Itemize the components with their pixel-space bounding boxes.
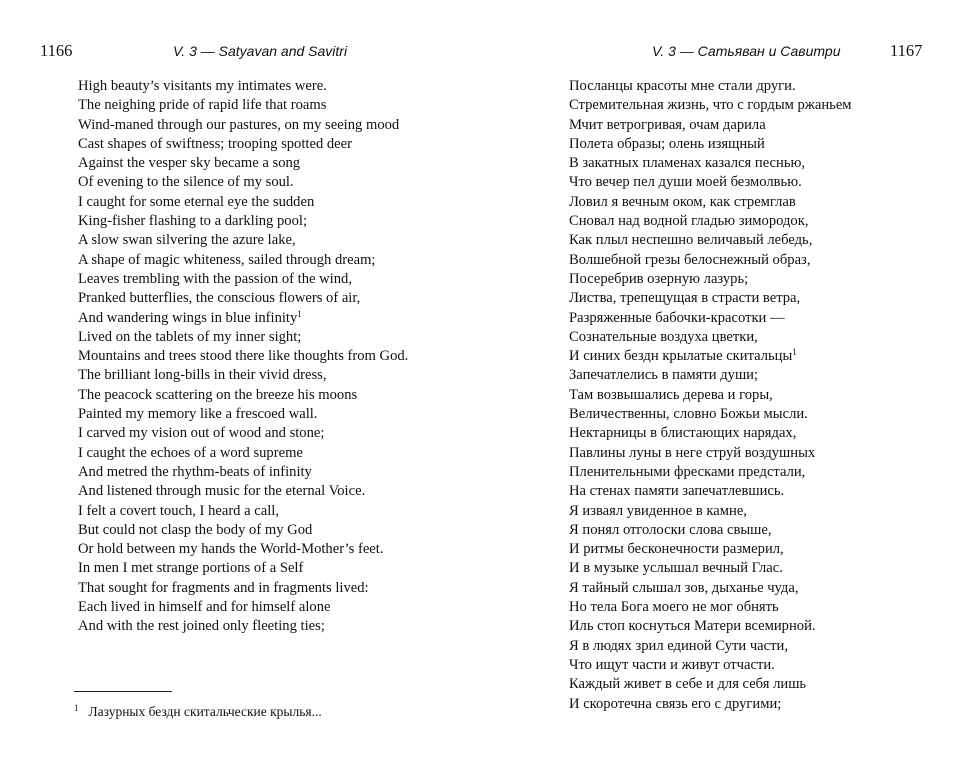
right-poem-line: Каждый живет в себе и для себя лишь: [569, 676, 807, 693]
footnote-text: Лазурных бездн скитальческие крылья...: [88, 704, 322, 719]
right-poem-line: Величественны, словно Божьи мысли.: [569, 406, 808, 423]
left-poem-line: Leaves trembling with the passion of the wind,: [78, 270, 352, 287]
right-poem-line: Что вечер пел души моей безмолвью.: [569, 174, 802, 191]
right-poem-line: Сознательные воздуха цветки,: [569, 328, 758, 345]
left-poem-line: In men I met strange portions of a Self: [78, 560, 304, 577]
footnote-reference: 1: [792, 347, 797, 358]
left-poem-line: And with the rest joined only fleeting ties;: [78, 618, 325, 635]
left-poem-line: A shape of magic whiteness, sailed through dream;: [78, 251, 376, 268]
right-poem-line: Мчит ветрогривая, очам дарила: [569, 116, 766, 133]
right-poem-line: Листва, трепещущая в страсти ветра,: [569, 290, 801, 307]
left-poem-line: I caught for some eternal eye the sudden: [78, 193, 315, 210]
right-poem-line: Посеребрив озерную лазурь;: [569, 270, 749, 287]
right-poem-line: Там возвышались дерева и горы,: [569, 386, 773, 403]
left-poem-line: Or hold between my hands the World-Mother’s feet.: [78, 541, 384, 558]
left-poem-line: I caught the echoes of a word supreme: [78, 444, 303, 461]
left-poem-line: King-fisher flashing to a darkling pool;: [78, 213, 307, 230]
left-page-number: 1166: [40, 41, 73, 60]
right-poem-line: Посланцы красоты мне стали други.: [569, 78, 796, 94]
right-poem-line: В закатных пламенах казался песнью,: [569, 155, 806, 172]
left-poem-line: But could not clasp the body of my God: [78, 521, 313, 538]
right-poem-line: Как плыл неспешно величавый лебедь,: [569, 232, 813, 249]
right-poem-line: Но тела Бога моего не мог обнять: [569, 599, 779, 616]
left-poem-line: Mountains and trees stood there like thoughts from God.: [78, 348, 409, 365]
left-poem-line: The neighing pride of rapid life that roams: [78, 97, 327, 114]
left-poem-line: High beauty’s visitants my intimates were.: [78, 78, 327, 94]
left-poem-line: A slow swan silvering the azure lake,: [78, 232, 296, 249]
footnote: [74, 703, 322, 720]
right-poem-line: Я в людях зрил единой Сути части,: [569, 637, 788, 654]
left-poem-line: And listened through music for the eternal Voice.: [78, 483, 366, 500]
left-poem-line: That sought for fragments and in fragments lived:: [78, 579, 369, 596]
left-poem-line: Against the vesper sky became a song: [78, 155, 301, 172]
right-page-number: 1167: [890, 41, 923, 60]
footnote-divider: [74, 691, 172, 692]
right-poem-line: Ловил я вечным оком, как стремглав: [569, 193, 796, 210]
right-poem-line: И синих бездн крылатые скитальцы$^1$: [569, 347, 797, 365]
right-poem-line: Волшебной грезы белоснежный образ,: [569, 251, 811, 268]
left-poem-line: I carved my vision out of wood and stone;: [78, 425, 325, 442]
left-poem-line: Of evening to the silence of my soul.: [78, 174, 294, 191]
left-running-title: V. 3 — Satyavan and Savitri: [173, 43, 348, 59]
left-poem-line: Painted my memory like a frescoed wall.: [78, 406, 318, 423]
right-poem-line: Нектарницы в блистающих нарядах,: [569, 425, 797, 442]
right-poem-line: Я понял отголоски слова свыше,: [569, 521, 772, 538]
right-poem-line: Разряженные бабочки-красотки —: [569, 309, 785, 326]
right-poem-line: Стремительная жизнь, что с гордым ржаньем: [569, 97, 852, 114]
right-poem-line: Я тайный слышал зов, дыханье чуда,: [569, 579, 799, 596]
left-poem-line: Pranked butterflies, the conscious flowers of air,: [78, 290, 361, 307]
right-page: [490, 0, 980, 784]
right-poem-line: И ритмы бесконечности размерил,: [569, 541, 784, 558]
right-poem-line: Полета образы; олень изящный: [569, 135, 765, 152]
right-poem-line: На стенах памяти запечатлевшись.: [569, 483, 785, 500]
left-poem-line: And wandering wings in blue infinity$^1$: [78, 308, 302, 326]
left-poem-line: And metred the rhythm-beats of infinity: [78, 463, 312, 480]
right-poem-line: И в музыке услышал вечный Глас.: [569, 560, 783, 577]
right-poem-text: [569, 77, 852, 714]
right-poem-line: Я изваял увиденное в камне,: [569, 502, 747, 519]
right-poem-line: Запечатлелись в памяти души;: [569, 367, 759, 384]
right-poem-line: И скоротечна связь его с другими;: [569, 695, 782, 712]
right-poem-line: Сновал над водной гладью зимородок,: [569, 213, 809, 230]
right-poem-line: Иль стоп коснуться Матери всемирной.: [569, 618, 816, 635]
left-poem-line: I felt a covert touch, I heard a call,: [78, 502, 279, 519]
left-poem-line: The brilliant long-bills in their vivid dress,: [78, 367, 327, 384]
left-poem-line: Lived on the tablets of my inner sight;: [78, 328, 302, 345]
left-poem-line: Cast shapes of swiftness; trooping spotted deer: [78, 135, 352, 152]
left-poem-line: Each lived in himself and for himself alone: [78, 599, 331, 616]
right-running-title: V. 3 — Сатьяван и Савитри: [652, 43, 841, 59]
footnote-reference: 1: [297, 308, 302, 319]
left-poem-text: [78, 77, 408, 637]
left-poem-line: The peacock scattering on the breeze his moons: [78, 386, 358, 403]
left-poem-line: Wind-maned through our pastures, on my seeing mood: [78, 116, 400, 133]
footnote-mark: 1: [74, 703, 79, 713]
right-poem-line: Павлины луны в негe струй воздушных: [569, 444, 816, 461]
right-poem-line: Что ищут части и живут отчасти.: [569, 656, 775, 673]
right-poem-line: Пленительными фресками предстали,: [569, 463, 806, 480]
